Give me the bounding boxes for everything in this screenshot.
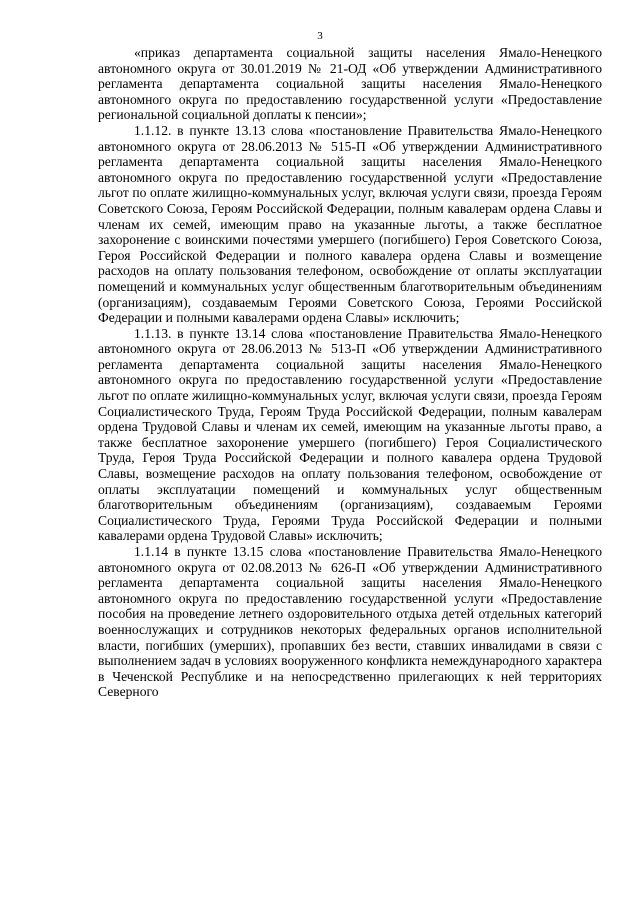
page-number: 3 (317, 30, 323, 42)
paragraph-1-1-12: 1.1.12. в пункте 13.13 слова «постановление Правительства Ямало-Ненецкого автономного округа от 28.06.2013 № 515-П «Об утверждении Административного регламента департамента социальной защиты населения Ямало-Ненецкого автономного округа по предоставлению государственной услуги «Предоставление льгот по оплате жилищно-коммунальных услуг, включая услуги связи, проезда Героям Советского Союза, Героям Российской Федерации, полным кавалерам ордена Славы и членам их семей, имеющим право на указанные льготы, а также бесплатное захоронение с воинскими почестями умершего (погибшего) Героя Советского Союза, Героя Российской Федерации и полного кавалера ордена Славы и возмещение расходов на оплату пользования телефоном, освобождение от оплаты эксплуатации помещений и коммунальных услуг общественным благотворительным объединениям (организациям), создаваемым Героями Советского Союза, Героями Российской Федерации и полными кавалерами ордена Славы» исключить; (98, 122, 602, 326)
document-body (98, 45, 602, 700)
paragraph-order-reference: «приказ департамента социальной защиты населения Ямало-Ненецкого автономного округа от 30.01.2019 № 21-ОД «Об утверждении Административного регламента департамента социальной защиты населения Ямало-Ненецкого автономного округа по предоставлению государственной услуги «Предоставление региональной социальной доплаты к пенсии»; (98, 45, 602, 123)
paragraph-1-1-14: 1.1.14 в пункте 13.15 слова «постановление Правительства Ямало-Ненецкого автономного округа от 02.08.2013 № 626-П «Об утверждении Административного регламента департамента социальной защиты населения Ямало-Ненецкого автономного округа по предоставлению государственной услуги «Предоставление пособия на проведение летнего оздоровительного отдыха детей отдельных категорий военнослужащих и сотрудников некоторых федеральных органов исполнительной власти, погибших (умерших), пропавших без вести, ставших инвалидами в связи с выполнением задач в условиях вооруженного конфликта немеждународного характера в Чеченской Республике и на непосредственно прилегающих к ней территориях Северного (98, 544, 602, 700)
paragraph-1-1-13: 1.1.13. в пункте 13.14 слова «постановление Правительства Ямало-Ненецкого автономного округа от 28.06.2013 № 513-П «Об утверждении Административного регламента департамента социальной защиты населения Ямало-Ненецкого автономного округа по предоставлению государственной услуги «Предоставление льгот по оплате жилищно-коммунальных услуг, включая услуги связи, проезда Героям Социалистического Труда, Героям Труда Российской Федерации, полным кавалерам ордена Трудовой Славы и членам их семей, имеющим на указанные льготы право, а также бесплатное захоронение умершего (погибшего) Героя Социалистического Труда, Героя Труда Российской Федерации и полного кавалера ордена Трудовой Славы, возмещение расходов на оплату пользования телефоном, освобождение от оплаты эксплуатации помещений и коммунальных услуг общественным благотворительным объединениям (организациям), создаваемым Героями Социалистического Труда, Героями Труда Российской Федерации и полными кавалерами ордена Трудовой Славы» исключить; (98, 325, 602, 544)
